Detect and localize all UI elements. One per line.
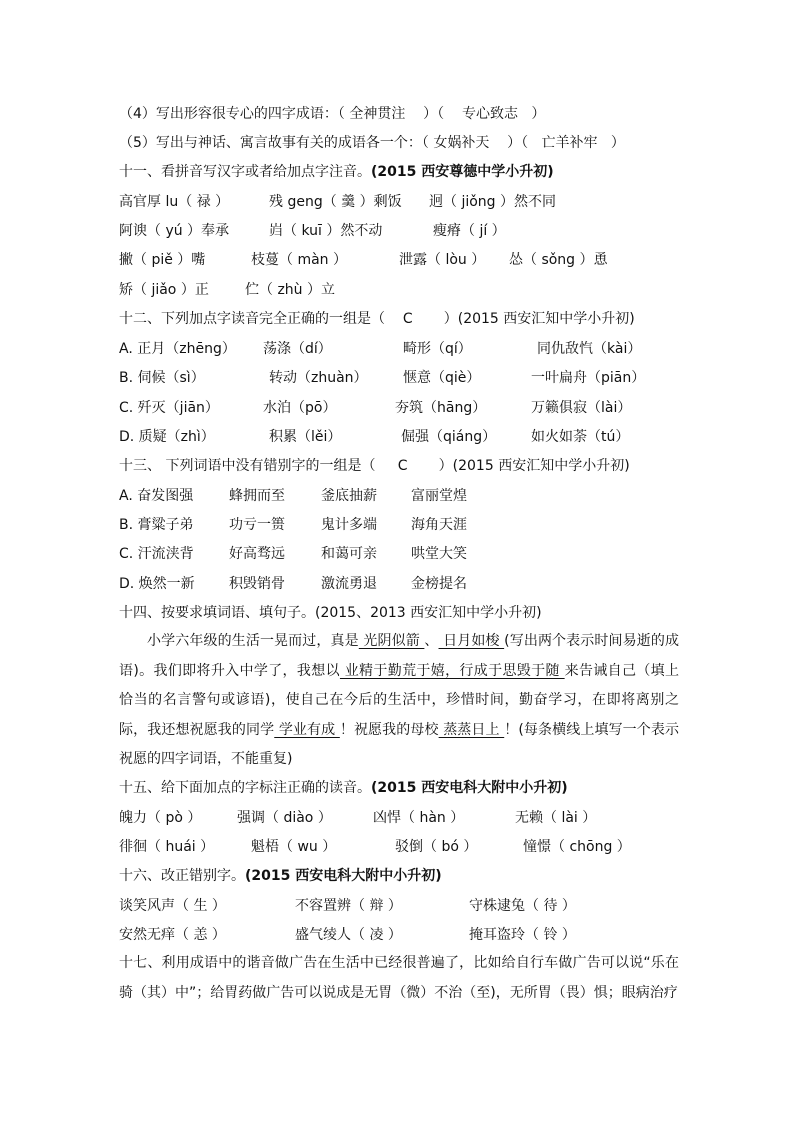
s13-answer: C [397, 458, 408, 474]
q5-answer-1: 女娲补天 [433, 135, 490, 151]
section-14-title: 十四、按要求填词语、填句子。(2015、2013 西安汇知中学小升初) [119, 605, 542, 621]
s14-blank-4: 学业有成 [274, 721, 340, 738]
s14-blank-5: 蒸蒸日上 [438, 721, 505, 738]
q4-line: （4）写出形容很专心的四字成语：（ 全神贯注 ）（ 专心致志 ） [119, 106, 546, 122]
document-page: （4）写出形容很专心的四字成语：（ 全神贯注 ）（ 专心致志 ） （5）写出与神话、寓言故事有关的成语各一个：（ 女娲补天 ）（ 亡羊补牢 ） 十一、看拼音写汉字或者给加点字注音。(2015 西安尊德中学小升初) 高官厚 lu（ 禄 ） 残 geng（ 羹 ）剩饭 迥（ jiǒng ）然不同 阿谀（ yú ）奉承 岿（ kuī ）然不动 瘦瘠（ jí ） 撇（ piě ）嘴 枝蔓（ màn ） 泄露（ lòu ） 怂（ sǒng ）恿 矫（ jiǎo ）正 伫（ zhù ）立 十二、下列加点字读音完全正确的一组是（ C ）(2015 西安汇知中学小升初) A. 正月（zhēng） 荡涤（dí） 畸形（qí） 同仇敌忾（kài） B. 伺候（sì） 转动（zhuàn） 惬意（qiè） 一叶扁舟（piān） C. 歼灭（jiān） 水泊（pō） 夯筑（hāng） 万籁俱寂（lài） D. 质疑（zhì） 积累（lěi） 倔强（qiáng） 如火如荼（tú） 十三、 下列词语中没有错别字的一组是（ C ）(2015 西安汇知中学小升初) A. 奋发图强 蜂拥而至 釜底抽薪 富丽堂煌 B. 膏粱子弟 功亏一篑 鬼计多端 海角天涯 C. 汗流浃背 好高骛远 和蔼可亲 哄堂大笑 D. 焕然一新 积毁销骨 激流勇退 金榜提名 十四、按要求填词语、填句子。(2015、2013 西安汇知中学小升初) 小学六年级的生活一晃而过，真是 光阴似箭 、 日月如梭 (写出两个表示时间易逝的成语)。我们即将升入中学了，我想以 业精于勤荒于嬉，行成于思毁于随 来告诫自己（填上恰当的名言警句或谚语)，使自己在今后的生活中，珍惜时间，勤奋学习，在即将离别之际，我还想祝愿我的同学 学业有成 ！祝愿我的母校 蒸蒸日上 ！(每条横线上填写一个表示祝愿的四字词语，不能重复) 十五、给下面加点的字标注正确的读音。(2015 西安电科大附中小升初) 魄力（ pò ） 强调（ diào ） 凶悍（ hàn ） 无赖（ lài ） 徘徊（ huái ） 魁梧（ wu ） 驳倒（ bó ） 憧憬（ chōng ） 十六、改正错别字。(2015 西安电科大附中小升初) 谈笑风声（ 生 ） 不容置辨（ 辩 ） 守株逮兔（ 待 ） 安然无痒（ 恙 ） 盛气绫人（ 凌 ） 掩耳盗玲（ 铃 ） 十七、利用成语中的谐音做广告在生活中已经很普遍了，比如给自行车做广告可以说“乐在骑（其）中”；给胃药做广告可以说成是无胃（微）不治（至)，无所胃（畏）惧；眼病治疗 [0, 0, 794, 1123]
s12-answer: C [402, 311, 413, 327]
section-15-title: 十五、给下面加点的字标注正确的读音。(2015 西安电科大附中小升初) [119, 780, 568, 796]
s14-paragraph: 小学六年级的生活一晃而过，真是 光阴似箭 、 日月如梭 (写出两个表示时间易逝的成语)。我们即将升入中学了，我想以 业精于勤荒于嬉，行成于思毁于随 来告诫自己（填上恰当的名言警句或谚语)，使自己在今后的生活中，珍惜时间，勤奋学习，在即将离别之际，我还想祝愿我的同学 学业有成 ！祝愿我的母校 蒸蒸日上 ！(每条横线上填写一个表示祝愿的四字词语，不能重复) [119, 633, 680, 767]
section-16-title: 十六、改正错别字。(2015 西安电科大附中小升初) [119, 868, 442, 884]
q5-line: （5）写出与神话、寓言故事有关的成语各一个：（ 女娲补天 ）（ 亡羊补牢 ） [119, 135, 625, 151]
s14-blank-2: 日月如梭 [438, 633, 505, 649]
q5-answer-2: 亡羊补牢 [541, 135, 598, 151]
section-12-title: 十二、下列加点字读音完全正确的一组是（ C ）(2015 西安汇知中学小升初) [119, 311, 635, 327]
section-11-title: 十一、看拼音写汉字或者给加点字注音。(2015 西安尊德中学小升初) [119, 164, 554, 180]
section-17-text: 十七、利用成语中的谐音做广告在生活中已经很普遍了，比如给自行车做广告可以说“乐在骑（其）中”；给胃药做广告可以说成是无胃（微）不治（至)，无所胃（畏）惧；眼病治疗 [119, 955, 679, 1001]
section-13-title: 十三、 下列词语中没有错别字的一组是（ C ）(2015 西安汇知中学小升初) [119, 458, 630, 474]
s14-blank-1: 光阴似箭 [358, 633, 425, 649]
q4-answer-1: 全神贯注 [349, 106, 406, 122]
s14-blank-3: 业精于勤荒于嬉，行成于思毁于随 [339, 662, 565, 679]
q4-answer-2: 专心致志 [461, 106, 518, 122]
